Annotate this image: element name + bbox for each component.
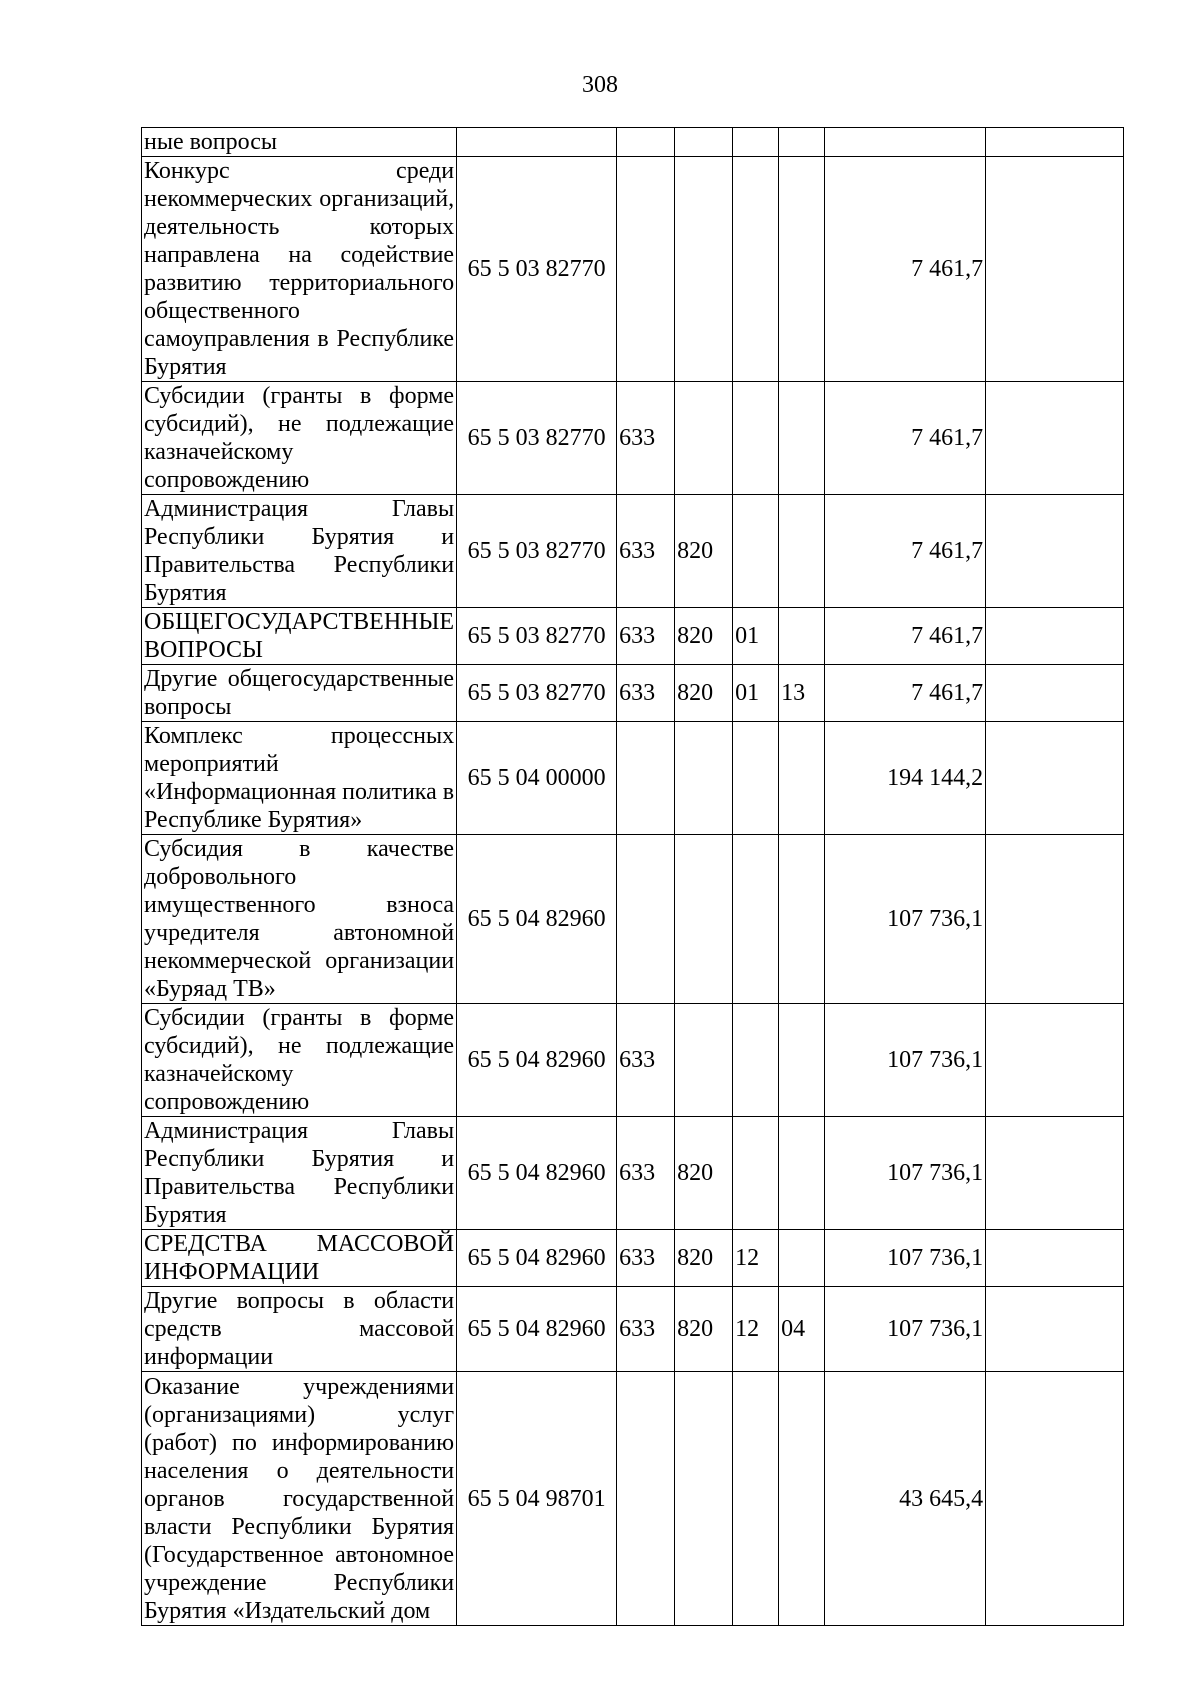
administrator-code-cell: 820 xyxy=(675,665,733,722)
target-code-cell: 65 5 04 82960 xyxy=(457,835,617,1004)
table-row xyxy=(142,665,1124,722)
row-name-cell: Другие общегосударственные вопросы xyxy=(142,665,457,722)
administrator-code-cell xyxy=(675,157,733,382)
subsection-cell xyxy=(779,1372,825,1626)
table-row xyxy=(142,495,1124,608)
expense-type-cell xyxy=(617,722,675,835)
amount-cell: 7 461,7 xyxy=(825,495,986,608)
section-cell xyxy=(733,128,779,157)
target-code-cell: 65 5 04 82960 xyxy=(457,1004,617,1117)
subsection-cell xyxy=(779,722,825,835)
subsection-cell xyxy=(779,1230,825,1287)
row-name-cell: Субсидии (гранты в форме субсидий), не подлежащие казначейскому сопровождению xyxy=(142,382,457,495)
section-cell xyxy=(733,722,779,835)
expense-type-cell: 633 xyxy=(617,1117,675,1230)
section-cell xyxy=(733,382,779,495)
administrator-code-cell xyxy=(675,1372,733,1626)
target-code-cell: 65 5 04 82960 xyxy=(457,1287,617,1372)
section-cell: 01 xyxy=(733,665,779,722)
subsection-cell xyxy=(779,1004,825,1117)
section-cell xyxy=(733,1117,779,1230)
expense-type-cell xyxy=(617,128,675,157)
administrator-code-cell: 820 xyxy=(675,608,733,665)
amount-cell: 107 736,1 xyxy=(825,1004,986,1117)
extra-amount-cell xyxy=(986,1117,1124,1230)
extra-amount-cell xyxy=(986,608,1124,665)
administrator-code-cell xyxy=(675,128,733,157)
budget-table xyxy=(141,127,1124,1626)
section-cell: 12 xyxy=(733,1230,779,1287)
expense-type-cell: 633 xyxy=(617,495,675,608)
extra-amount-cell xyxy=(986,1230,1124,1287)
row-name-cell: Комплекс процессных мероприятий «Информационная политика в Республике Бурятия» xyxy=(142,722,457,835)
extra-amount-cell xyxy=(986,665,1124,722)
extra-amount-cell xyxy=(986,1004,1124,1117)
section-cell: 12 xyxy=(733,1287,779,1372)
expense-type-cell xyxy=(617,1372,675,1626)
expense-type-cell xyxy=(617,157,675,382)
expense-type-cell: 633 xyxy=(617,1287,675,1372)
row-name-cell: Конкурс среди некоммерческих организаций, деятельность которых направлена на содействие развитию территориального общественного самоуправления в Республике Бурятия xyxy=(142,157,457,382)
amount-cell: 107 736,1 xyxy=(825,1117,986,1230)
subsection-cell xyxy=(779,157,825,382)
table-row xyxy=(142,382,1124,495)
table-row xyxy=(142,1372,1124,1626)
table-row xyxy=(142,1117,1124,1230)
row-name-cell: Другие вопросы в области средств массовой информации xyxy=(142,1287,457,1372)
table-body xyxy=(142,128,1124,1626)
section-cell xyxy=(733,1372,779,1626)
extra-amount-cell xyxy=(986,1287,1124,1372)
section-cell xyxy=(733,1004,779,1117)
extra-amount-cell xyxy=(986,1372,1124,1626)
amount-cell: 194 144,2 xyxy=(825,722,986,835)
amount-cell: 7 461,7 xyxy=(825,157,986,382)
table-row xyxy=(142,835,1124,1004)
section-cell xyxy=(733,835,779,1004)
row-name-cell: Администрация Главы Республики Бурятия и Правительства Республики Бурятия xyxy=(142,495,457,608)
extra-amount-cell xyxy=(986,157,1124,382)
amount-cell: 107 736,1 xyxy=(825,835,986,1004)
subsection-cell xyxy=(779,495,825,608)
row-name-cell: ОБЩЕГОСУДАРСТВЕННЫЕ ВОПРОСЫ xyxy=(142,608,457,665)
target-code-cell: 65 5 03 82770 xyxy=(457,157,617,382)
target-code-cell: 65 5 03 82770 xyxy=(457,495,617,608)
expense-type-cell xyxy=(617,835,675,1004)
expense-type-cell: 633 xyxy=(617,665,675,722)
target-code-cell: 65 5 03 82770 xyxy=(457,608,617,665)
amount-cell: 43 645,4 xyxy=(825,1372,986,1626)
section-cell xyxy=(733,157,779,382)
row-name-cell: СРЕДСТВА МАССОВОЙ ИНФОРМАЦИИ xyxy=(142,1230,457,1287)
administrator-code-cell: 820 xyxy=(675,1230,733,1287)
subsection-cell: 13 xyxy=(779,665,825,722)
administrator-code-cell xyxy=(675,835,733,1004)
row-name-cell: Субсидии (гранты в форме субсидий), не подлежащие казначейскому сопровождению xyxy=(142,1004,457,1117)
subsection-cell xyxy=(779,382,825,495)
target-code-cell: 65 5 04 00000 xyxy=(457,722,617,835)
administrator-code-cell: 820 xyxy=(675,1117,733,1230)
amount-cell xyxy=(825,128,986,157)
table-row xyxy=(142,1287,1124,1372)
amount-cell: 107 736,1 xyxy=(825,1287,986,1372)
table-row xyxy=(142,608,1124,665)
target-code-cell: 65 5 03 82770 xyxy=(457,665,617,722)
expense-type-cell: 633 xyxy=(617,1230,675,1287)
table-row xyxy=(142,722,1124,835)
amount-cell: 107 736,1 xyxy=(825,1230,986,1287)
row-name-cell: ные вопросы xyxy=(142,128,457,157)
target-code-cell: 65 5 04 82960 xyxy=(457,1230,617,1287)
target-code-cell: 65 5 04 82960 xyxy=(457,1117,617,1230)
subsection-cell xyxy=(779,608,825,665)
page-number: 308 xyxy=(582,72,618,98)
extra-amount-cell xyxy=(986,835,1124,1004)
amount-cell: 7 461,7 xyxy=(825,382,986,495)
target-code-cell: 65 5 04 98701 xyxy=(457,1372,617,1626)
expense-type-cell: 633 xyxy=(617,1004,675,1117)
subsection-cell xyxy=(779,835,825,1004)
administrator-code-cell xyxy=(675,1004,733,1117)
table-row xyxy=(142,157,1124,382)
table-row xyxy=(142,128,1124,157)
extra-amount-cell xyxy=(986,495,1124,608)
extra-amount-cell xyxy=(986,722,1124,835)
row-name-cell: Субсидия в качестве добровольного имущественного взноса учредителя автономной некоммерческой организации «Буряад ТВ» xyxy=(142,835,457,1004)
row-name-cell: Администрация Главы Республики Бурятия и Правительства Республики Бурятия xyxy=(142,1117,457,1230)
subsection-cell xyxy=(779,1117,825,1230)
extra-amount-cell xyxy=(986,128,1124,157)
expense-type-cell: 633 xyxy=(617,382,675,495)
subsection-cell: 04 xyxy=(779,1287,825,1372)
subsection-cell xyxy=(779,128,825,157)
section-cell: 01 xyxy=(733,608,779,665)
table-row xyxy=(142,1230,1124,1287)
target-code-cell: 65 5 03 82770 xyxy=(457,382,617,495)
expense-type-cell: 633 xyxy=(617,608,675,665)
amount-cell: 7 461,7 xyxy=(825,665,986,722)
administrator-code-cell: 820 xyxy=(675,495,733,608)
target-code-cell xyxy=(457,128,617,157)
administrator-code-cell xyxy=(675,382,733,495)
extra-amount-cell xyxy=(986,382,1124,495)
section-cell xyxy=(733,495,779,608)
administrator-code-cell xyxy=(675,722,733,835)
amount-cell: 7 461,7 xyxy=(825,608,986,665)
administrator-code-cell: 820 xyxy=(675,1287,733,1372)
row-name-cell: Оказание учреждениями (организациями) услуг (работ) по информированию населения о деятельности органов государственной власти Республики Бурятия (Государственное автономное учреждение Республики Бурятия «Издательский дом xyxy=(142,1372,457,1626)
table-row xyxy=(142,1004,1124,1117)
